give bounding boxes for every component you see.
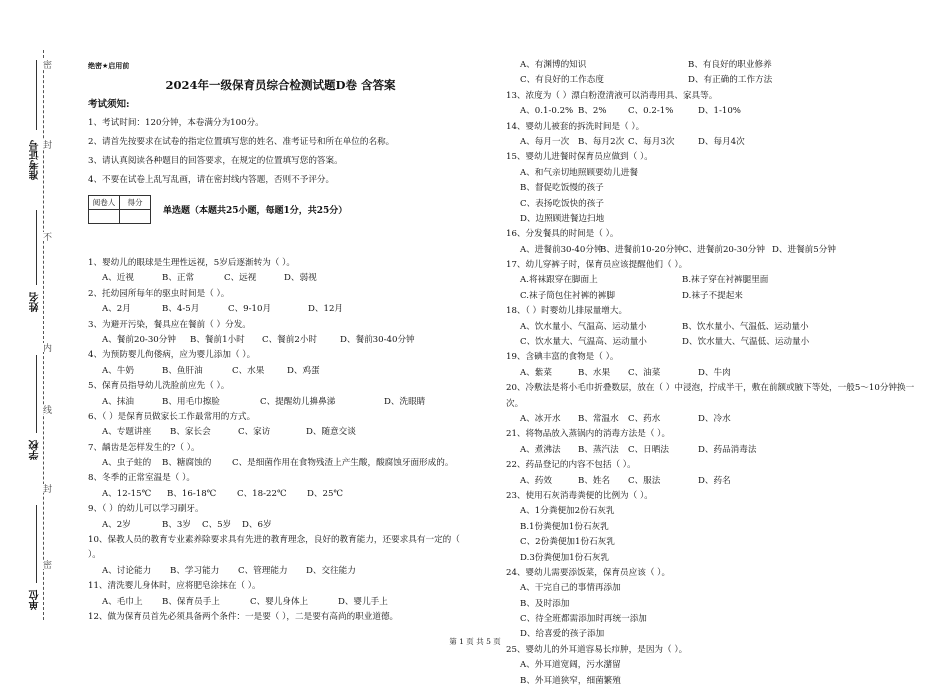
question-text: 16、分发餐具的时间是（ ）。 bbox=[506, 229, 619, 240]
score-table bbox=[88, 195, 151, 224]
option[interactable]: D.3份粪便加1份石灰乳 bbox=[520, 552, 610, 563]
option[interactable]: C、药水 bbox=[628, 414, 661, 425]
option[interactable]: D、边照顾进餐边扫地 bbox=[520, 213, 605, 224]
option[interactable]: B、督促吃饭慢的孩子 bbox=[520, 183, 604, 194]
option-row bbox=[506, 320, 916, 335]
question-text: 15、婴幼儿进餐时保育员应做到（ ）。 bbox=[506, 152, 653, 163]
option[interactable]: B、保育员手上 bbox=[162, 596, 220, 607]
option[interactable]: A、专题讲座 bbox=[102, 427, 152, 438]
option[interactable]: C、表扬吃饭快的孩子 bbox=[520, 198, 604, 209]
seal-char: 密 bbox=[41, 60, 51, 69]
option[interactable]: C、0.2-1% bbox=[628, 106, 674, 117]
option-row bbox=[506, 104, 916, 119]
option[interactable]: A、紫菜 bbox=[520, 367, 552, 378]
name-field[interactable] bbox=[36, 210, 37, 285]
right-column bbox=[506, 58, 916, 689]
option[interactable]: D、12月 bbox=[308, 304, 344, 315]
question-text: 6、（ ）是保育员做家长工作最常用的方式。 bbox=[88, 411, 256, 422]
left-column bbox=[88, 58, 473, 625]
option-row bbox=[88, 518, 473, 533]
question-text: 3、为避开污染，餐具应在餐前（ ）分发。 bbox=[88, 319, 251, 330]
question-text: 8、冬季的正常室温是（ ）。 bbox=[88, 473, 196, 484]
option[interactable]: B、2% bbox=[578, 106, 607, 117]
seal-char: 内 bbox=[41, 343, 51, 352]
option[interactable]: B、正常 bbox=[162, 273, 195, 284]
option[interactable]: C、远视 bbox=[224, 273, 257, 284]
option[interactable]: A、冰开水 bbox=[520, 414, 561, 425]
option[interactable]: B、鱼肝油 bbox=[162, 365, 203, 376]
option[interactable]: D、给喜爱的孩子添加 bbox=[520, 629, 605, 640]
option-row bbox=[88, 395, 473, 410]
option[interactable]: C、日晒法 bbox=[628, 444, 669, 455]
question-text: 25、婴幼儿的外耳道容易长疖肿，是因为（ ）。 bbox=[506, 644, 688, 655]
notice-item: 1、考试时间：120分钟，本卷满分为100分。 bbox=[88, 118, 264, 128]
option[interactable]: A、每月一次 bbox=[520, 136, 570, 147]
option[interactable]: A.将袜跟穿在脚面上 bbox=[520, 275, 598, 286]
exam-id-label: 准考证号 bbox=[30, 140, 41, 180]
option-row bbox=[506, 366, 916, 381]
option[interactable]: A、和气亲切地照顾要幼儿进餐 bbox=[520, 167, 638, 178]
option-row bbox=[506, 135, 916, 150]
option[interactable]: A、餐前20-30分钟 bbox=[102, 334, 176, 345]
unit-label: 单位 bbox=[30, 590, 41, 610]
option-row bbox=[88, 333, 473, 348]
option[interactable]: D、洗眼睛 bbox=[384, 396, 426, 407]
option[interactable]: D、饮水量大、气温低、运动量小 bbox=[682, 337, 810, 348]
right-question-list bbox=[506, 89, 916, 689]
option-row bbox=[506, 273, 916, 288]
option[interactable]: B、有良好的职业修养 bbox=[688, 60, 772, 70]
question-text: 2、托幼园所每年的驱虫时间是（ ）。 bbox=[88, 288, 230, 299]
option[interactable]: B、常温水 bbox=[578, 414, 619, 425]
option[interactable]: D、有正确的工作方法 bbox=[688, 75, 773, 86]
option[interactable]: A、有渊博的知识 bbox=[520, 60, 587, 70]
score-cell[interactable] bbox=[120, 210, 151, 224]
option[interactable]: B、3岁 bbox=[162, 519, 191, 530]
option[interactable]: A、虫子蛀的 bbox=[102, 458, 152, 469]
option[interactable]: C、家访 bbox=[238, 427, 271, 438]
option-row bbox=[506, 443, 916, 458]
option[interactable]: D、药品消毒法 bbox=[698, 444, 757, 455]
question-text: 12、做为保育员首先必须具备两个条件：一是要（ ），二是要有高尚的职业道德。 bbox=[88, 612, 399, 623]
option[interactable]: D、婴儿手上 bbox=[338, 596, 388, 607]
seal-line bbox=[43, 50, 44, 620]
option[interactable]: B、学习能力 bbox=[170, 565, 220, 576]
question-text: 7、龋齿是怎样发生的?（ ）。 bbox=[88, 442, 200, 453]
question-text: 10、保教人员的教育专业素养除要求具有先进的教育理念，良好的教育能力，还要求具有一定的（ ）。 bbox=[88, 535, 460, 561]
option[interactable]: D、进餐前5分钟 bbox=[772, 244, 836, 255]
option[interactable]: A、牛奶 bbox=[102, 365, 134, 376]
option[interactable]: A、药效 bbox=[520, 475, 552, 486]
option[interactable]: D、1-10% bbox=[698, 106, 741, 117]
option[interactable]: C、餐前2小时 bbox=[262, 334, 318, 345]
option-row bbox=[88, 564, 473, 579]
option[interactable]: C、5岁 bbox=[202, 519, 232, 530]
option[interactable]: C、是细菌作用在食物残渣上产生酸，酸腐蚀牙面形成的。 bbox=[232, 458, 454, 469]
option[interactable]: A、外耳道宽阔，污水潴留 bbox=[520, 660, 621, 671]
option[interactable]: B、进餐前10-20分钟 bbox=[600, 244, 683, 255]
option[interactable]: C、水果 bbox=[232, 365, 265, 376]
option-row bbox=[88, 595, 473, 610]
option[interactable]: B、16-18℃ bbox=[167, 488, 217, 499]
option[interactable]: C.袜子筒包住衬裤的裤脚 bbox=[520, 290, 615, 301]
option[interactable]: A、煮沸法 bbox=[520, 444, 561, 455]
option[interactable]: C、每月3次 bbox=[628, 136, 675, 147]
option[interactable]: D、25℃ bbox=[307, 488, 344, 499]
option[interactable]: C、提醒幼儿擤鼻涕 bbox=[260, 396, 336, 407]
option-row bbox=[88, 364, 473, 379]
question-text: 24、婴幼儿需要添饭菜，保育员应该（ ）。 bbox=[506, 567, 671, 578]
option[interactable]: B、姓名 bbox=[578, 475, 611, 486]
option[interactable]: B、糖腐蚀的 bbox=[162, 458, 212, 469]
option-row bbox=[506, 289, 916, 304]
option[interactable]: A、抹油 bbox=[102, 396, 134, 407]
school-field[interactable] bbox=[36, 355, 37, 433]
option[interactable]: A、1分粪便加2份石灰乳 bbox=[520, 506, 615, 517]
name-label: 姓名 bbox=[30, 292, 41, 312]
grader-label: 阅卷人 bbox=[89, 196, 120, 210]
question-text: 22、药品登记的内容不包括（ ）。 bbox=[506, 460, 636, 471]
option-row bbox=[88, 271, 473, 286]
question-text: 9、（ ）的幼儿可以学习刷牙。 bbox=[88, 504, 204, 515]
page-title: 2024年一级保育员综合检测试题D卷 含答案 bbox=[165, 78, 396, 92]
option-row bbox=[506, 58, 916, 73]
question-text: 21、将物品放入蒸锅内的消毒方法是（ ）。 bbox=[506, 429, 671, 440]
page-footer: 第 1 页 共 5 页 bbox=[449, 637, 501, 646]
question-text: 5、保育员指导幼儿洗脸前应先（ ）。 bbox=[88, 381, 230, 392]
question-text: 11、清洗婴儿身体时，应将肥皂涂抹在（ ）。 bbox=[88, 581, 261, 592]
option[interactable]: A、饮水量小、气温高、运动量小 bbox=[520, 321, 647, 332]
exam-id-field[interactable] bbox=[36, 60, 37, 130]
option[interactable]: A、0.1-0.2% bbox=[520, 106, 574, 117]
option[interactable]: B、餐前1小时 bbox=[190, 334, 245, 345]
seal-char: 封 bbox=[41, 140, 51, 149]
question-text: 18、（ ）时婴幼儿排尿量增大。 bbox=[506, 306, 628, 317]
question-text: 4、为预防婴儿佝偻病，应为婴儿添加（ ）。 bbox=[88, 350, 256, 361]
question-text: 14、婴幼儿被套的拆洗时间是（ ）。 bbox=[506, 121, 645, 132]
question-text: 1、婴幼儿的眼球是生理性远视，5岁后逐渐转为（ ）。 bbox=[88, 258, 296, 268]
option[interactable]: D、餐前30-40分钟 bbox=[340, 334, 415, 345]
question-text: 20、冷敷法是将小毛巾折叠数层，放在（ ）中浸泡，拧成半干，敷在前额或腋下等处，一般5～10分钟换一次。 bbox=[506, 383, 915, 409]
option[interactable]: D、随意交谈 bbox=[306, 427, 356, 438]
option[interactable]: B.1份粪便加1份石灰乳 bbox=[520, 521, 609, 532]
option[interactable]: C、进餐前20-30分钟 bbox=[682, 244, 765, 255]
school-label: 学校 bbox=[30, 440, 41, 460]
section-title: 单选题（本题共25小题，每题1分，共25分） bbox=[163, 206, 348, 216]
option[interactable]: C、2份粪便加1份石灰乳 bbox=[520, 537, 615, 548]
seal-char: 不 bbox=[41, 232, 51, 241]
option[interactable]: C、9-10月 bbox=[228, 304, 272, 315]
option[interactable]: A、讨论能力 bbox=[102, 565, 152, 576]
question-text: 17、幼儿穿裤子时，保育员应该提醒他们（ ）。 bbox=[506, 260, 688, 271]
option[interactable]: A、2月 bbox=[102, 304, 131, 315]
option-row bbox=[506, 243, 916, 258]
option[interactable]: D、牛肉 bbox=[698, 367, 731, 378]
question-text: 23、使用石灰消毒粪便的比例为（ ）。 bbox=[506, 490, 653, 501]
grader-cell[interactable] bbox=[89, 210, 120, 224]
option[interactable]: D、交往能力 bbox=[306, 565, 356, 576]
option[interactable]: C、婴儿身体上 bbox=[250, 596, 309, 607]
option[interactable]: C、18-22℃ bbox=[237, 488, 287, 499]
option-row bbox=[88, 425, 473, 440]
option[interactable]: D.袜子不提起来 bbox=[682, 290, 743, 301]
notice-item: 3、请认真阅读各种题目的回答要求，在规定的位置填写您的答案。 bbox=[88, 156, 343, 166]
seal-char: 线 bbox=[41, 405, 51, 414]
notice-item: 4、不要在试卷上乱写乱画，请在密封线内答题，否则不予评分。 bbox=[88, 175, 335, 185]
option[interactable]: B.袜子穿在衬裤腿里面 bbox=[682, 275, 769, 286]
seal-char: 密 bbox=[41, 560, 51, 569]
option[interactable]: D、弱视 bbox=[284, 273, 317, 284]
option[interactable]: D、药名 bbox=[698, 475, 731, 486]
option[interactable]: A、2岁 bbox=[102, 519, 131, 530]
option-row bbox=[88, 456, 473, 471]
option[interactable]: D、6岁 bbox=[242, 519, 272, 530]
option[interactable]: D、鸡蛋 bbox=[287, 365, 320, 376]
notice-heading: 考试须知: bbox=[88, 99, 130, 110]
question-text: 13、浓度为（ ）漂白粉澄清液可以消毒用具、家具等。 bbox=[506, 90, 718, 101]
unit-field[interactable] bbox=[36, 505, 37, 583]
option[interactable]: B、每月2次 bbox=[578, 136, 625, 147]
section-header bbox=[88, 194, 473, 224]
option-row bbox=[506, 73, 916, 88]
option[interactable]: C、有良好的工作态度 bbox=[520, 75, 604, 86]
option[interactable]: B、蒸汽法 bbox=[578, 444, 619, 455]
notice-item: 2、请首先按要求在试卷的指定位置填写您的姓名、准考证号和所在单位的名称。 bbox=[88, 137, 395, 147]
seal-char: 封 bbox=[41, 484, 51, 493]
option-row bbox=[88, 487, 473, 502]
option[interactable]: A、近视 bbox=[102, 273, 134, 284]
option-row bbox=[88, 302, 473, 317]
option[interactable]: B、饮水量小、气温低、运动量小 bbox=[682, 321, 809, 332]
question-text: 19、含碘丰富的食物是（ ）。 bbox=[506, 352, 619, 363]
option[interactable]: C、饮水量大、气温高、运动量小 bbox=[520, 337, 647, 348]
option-row bbox=[506, 412, 916, 427]
option[interactable]: A、毛巾上 bbox=[102, 596, 143, 607]
option[interactable]: B、家长会 bbox=[170, 427, 211, 438]
option[interactable]: C、服法 bbox=[628, 475, 661, 486]
option[interactable]: B、及时添加 bbox=[520, 598, 570, 609]
option-row bbox=[506, 474, 916, 489]
option[interactable]: A、进餐前30-40分钟 bbox=[520, 244, 603, 255]
option[interactable]: B、用毛巾擦脸 bbox=[162, 396, 220, 407]
option[interactable]: A、12-15℃ bbox=[102, 488, 152, 499]
secret-mark: 绝密★启用前 bbox=[88, 62, 130, 70]
score-label: 得分 bbox=[120, 196, 151, 210]
option[interactable]: B、4-5月 bbox=[162, 304, 200, 315]
option[interactable]: C、待全班都需添加时再统一添加 bbox=[520, 614, 647, 625]
option[interactable]: C、管理能力 bbox=[238, 565, 288, 576]
option[interactable]: B、外耳道狭窄，细菌繁殖 bbox=[520, 675, 621, 686]
option[interactable]: A、干完自己的事情再添加 bbox=[520, 583, 621, 594]
option[interactable]: B、水果 bbox=[578, 367, 611, 378]
left-question-list bbox=[88, 256, 473, 625]
option-row bbox=[506, 335, 916, 350]
option[interactable]: C、油菜 bbox=[628, 367, 661, 378]
option[interactable]: D、冷水 bbox=[698, 414, 731, 425]
option[interactable]: D、每月4次 bbox=[698, 136, 745, 147]
